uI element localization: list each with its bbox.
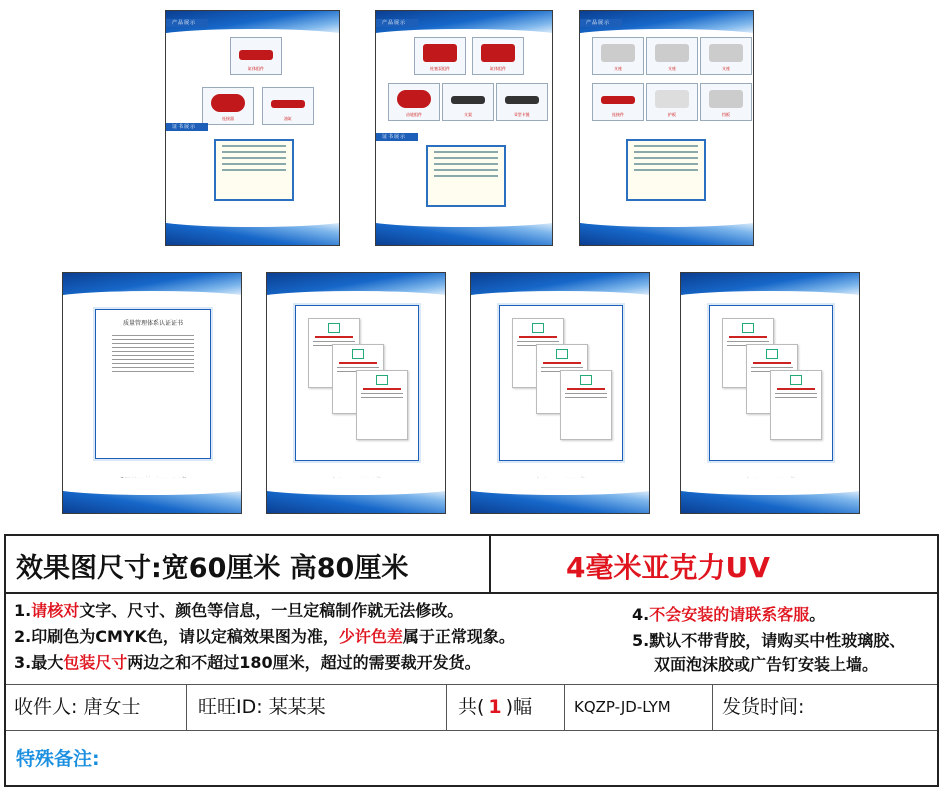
poster-header-wave: [471, 273, 649, 299]
product-tile: 支座: [592, 37, 644, 75]
certificate-image: [426, 145, 506, 207]
poster-header-wave: [267, 273, 445, 299]
product-tile: 护板: [646, 83, 698, 121]
poster-header-wave: [681, 273, 859, 299]
note-5: 5.默认不带背胶，请购买中性玻璃胶、: [632, 631, 906, 650]
note-5-cont: 双面泡沫胶或广告钉安装上墙。: [654, 655, 879, 674]
poster-aaa-cert-3: [680, 272, 860, 514]
poster-header-wave: [63, 273, 241, 299]
poster-aaa-cert-2: [470, 272, 650, 514]
certificate-doc: [356, 370, 408, 440]
certificate-frame: [709, 305, 833, 461]
poster-footer-wave: [471, 487, 649, 513]
certificate-doc: [560, 370, 612, 440]
section-label: 产品展示: [580, 19, 622, 27]
poster-product-1: [165, 10, 340, 246]
product-code: KQZP-JD-LYM: [574, 698, 671, 716]
product-tile: 缸体组件: [472, 37, 524, 75]
product-tile: 挡板: [700, 83, 752, 121]
product-tile: 油缸: [262, 87, 314, 125]
divider: [489, 536, 491, 592]
certificate-frame: [295, 305, 419, 461]
poster-footer-wave: [580, 219, 753, 245]
product-tile: 齿轮组件: [388, 83, 440, 121]
section-label: 产品展示: [166, 19, 208, 27]
note-2: 2.印刷色为CMYK色，请以定稿效果图为准，少许色差属于正常现象。: [14, 627, 515, 646]
note-3: 3.最大包装尺寸两边之和不超过180厘米，超过的需要裁开发货。: [14, 653, 481, 672]
poster-footer-wave: [376, 219, 552, 245]
product-tile: 支架: [442, 83, 494, 121]
divider: [712, 684, 713, 730]
divider: [186, 684, 187, 730]
certificate-title: 质量管理体系认证证书: [122, 320, 183, 327]
recipient: 收件人: 唐女士: [14, 696, 141, 718]
order-info-table: [4, 534, 939, 787]
product-tile: 缸体组件: [230, 37, 282, 75]
special-remark: 特殊备注:: [16, 748, 100, 770]
notes-row: [6, 592, 937, 685]
poster-product-3: [579, 10, 754, 246]
size-row: [6, 536, 937, 594]
certificate-frame: [95, 309, 211, 459]
section-label: 产品展示: [376, 19, 418, 27]
divider: [446, 684, 447, 730]
note-4: 4.不会安装的请联系客服。: [632, 605, 826, 624]
poster-footer-wave: [166, 219, 339, 245]
poster-product-2: [375, 10, 553, 246]
product-tile: 支座: [646, 37, 698, 75]
poster-footer-wave: [267, 487, 445, 513]
remark-row: [6, 730, 937, 785]
section-label: 证书展示: [166, 123, 208, 131]
ship-time: 发货时间:: [722, 696, 805, 718]
wangwang-id: 旺旺ID: 某某某: [198, 696, 326, 718]
material-label: 4毫米亚克力UV: [566, 551, 770, 584]
product-tile: 连接件: [592, 83, 644, 121]
poster-aaa-cert-1: [266, 272, 446, 514]
effect-size: 效果图尺寸:宽60厘米 高80厘米: [16, 553, 409, 584]
certificate-doc: [770, 370, 822, 440]
certificate-frame: [499, 305, 623, 461]
sheet-count: 共( 1 )幅: [458, 696, 533, 718]
poster-footer-wave: [681, 487, 859, 513]
section-label: 证书展示: [376, 133, 418, 141]
note-1: 1.请核对文字、尺寸、颜色等信息，一旦定稿制作就无法修改。: [14, 601, 464, 620]
product-tile: 支座: [700, 37, 752, 75]
shipping-row: [6, 684, 937, 731]
poster-quality-cert: [62, 272, 242, 514]
poster-footer-wave: [63, 487, 241, 513]
product-tile: U型卡链: [496, 83, 548, 121]
certificate-image: [626, 139, 706, 201]
product-tile: 柱塞泵组件: [414, 37, 466, 75]
divider: [564, 684, 565, 730]
certificate-image: [214, 139, 294, 201]
product-tile: 连接器: [202, 87, 254, 125]
